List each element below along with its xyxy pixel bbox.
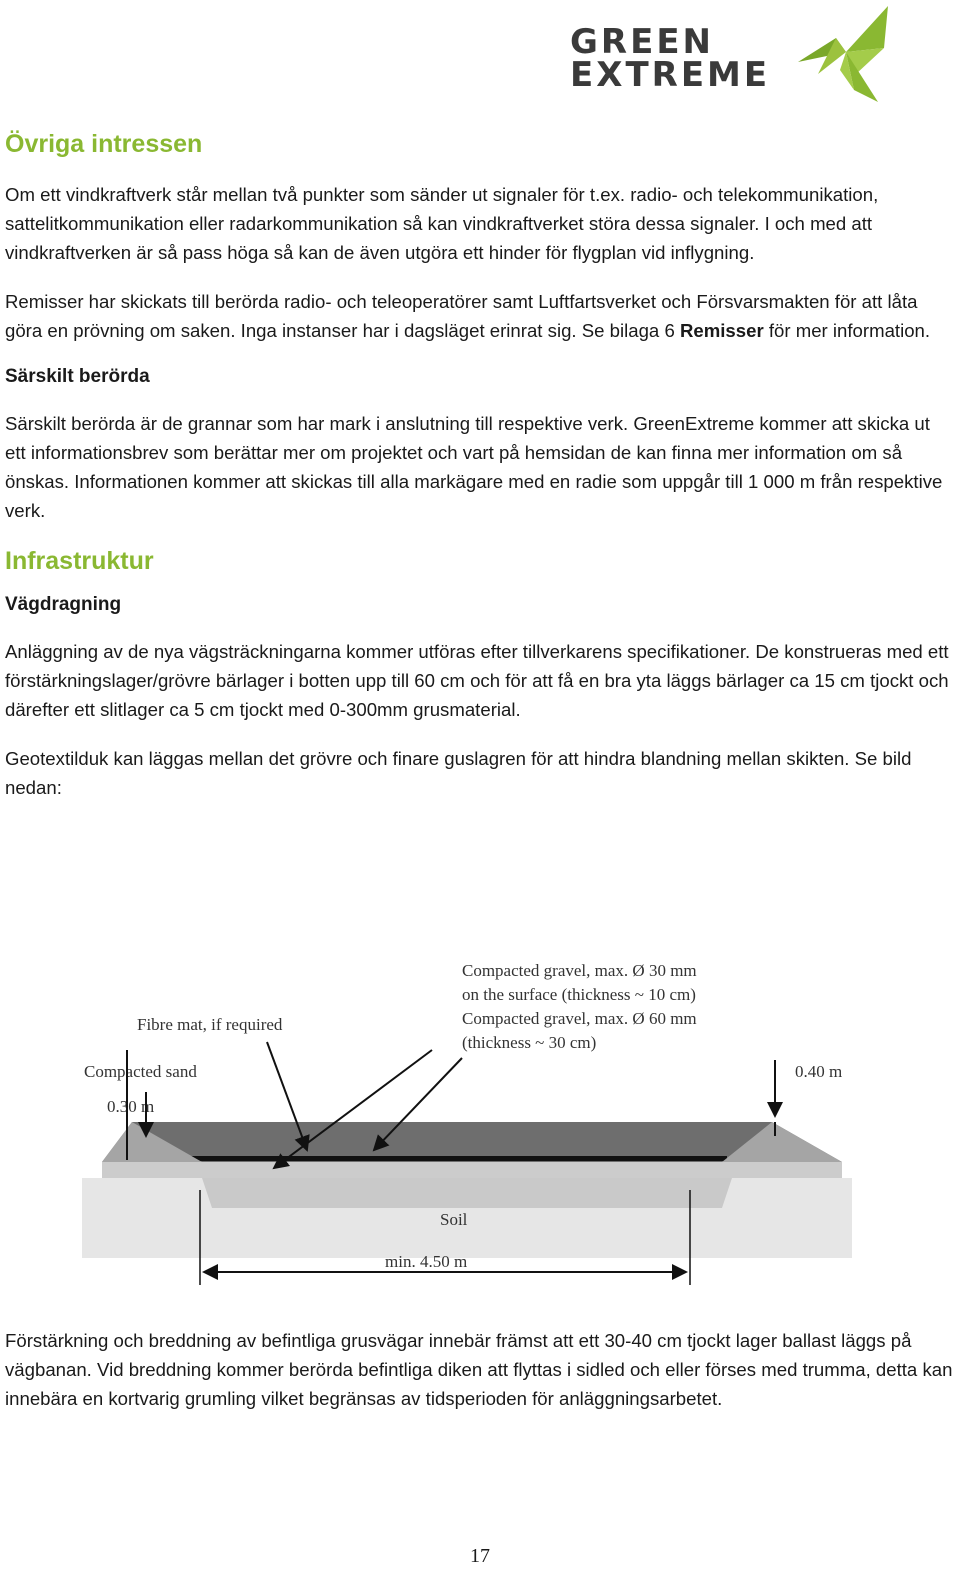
sand-layer — [202, 1178, 732, 1208]
bottom-content — [5, 1326, 955, 1413]
heading-infrastruktur: Infrastruktur — [5, 547, 154, 575]
greenextreme-logo — [570, 4, 900, 104]
heading-vagdragning: Vägdragning — [5, 594, 122, 615]
heading-ovriga-intressen: Övriga intressen — [5, 130, 203, 158]
wind-turbine-logo-icon — [788, 4, 898, 104]
label-compacted-gravel-60: Compacted gravel, max. Ø 60 mm — [462, 1009, 697, 1028]
label-thickness-30: (thickness ~ 30 cm) — [462, 1033, 597, 1052]
label-right-thickness: 0.40 m — [795, 1062, 843, 1081]
label-min-width: min. 4.50 m — [385, 1252, 468, 1271]
label-sand-thickness: 0.30 m — [107, 1097, 155, 1116]
paragraph-forstarkning: Förstärkning och breddning av befintliga grusvägar innebär främst att ett 30-40 cm tjockt lager ballast läggs på vägbanan. Vid breddning kommer berörda befintliga diken att flyttas i sidled och eller förses med trumma, detta kan innebära en kortvarig grumling vilket begränsas av tidsperioden för anläggningsarbetet. — [5, 1330, 953, 1409]
paragraph-signals: Om ett vindkraftverk står mellan två punkter som sänder ut signaler för t.ex. radio- och telekommunikation, sattelitkommunikation eller radarkommunikation så kan vindkraftverket störa dessa signaler. I och med att vindkraftverken är så pass höga så kan de även utgöra ett hinder för flygplan vid inflygning. — [5, 184, 879, 263]
page-number: 17 — [470, 1545, 490, 1567]
page-content — [5, 126, 955, 802]
paragraph-remisser: Remisser har skickats till berörda radio- och teleoperatörer samt Luftfartsverket och Försvarsmakten för att låta göra en prövning om saken. Inga instanser har i dagsläget erinrat sig. Se bilaga 6 Remisser för mer information. — [5, 291, 931, 341]
paragraph-geotextil: Geotextilduk kan läggas mellan det grövre och finare guslagren för att hindra blandning mellan skikten. Se bild nedan: — [5, 748, 912, 798]
fibre-mat-line — [157, 1156, 727, 1161]
label-soil: Soil — [440, 1210, 468, 1229]
label-surface-thickness: on the surface (thickness ~ 10 cm) — [462, 985, 696, 1004]
label-fibre-mat: Fibre mat, if required — [137, 1015, 283, 1034]
paragraph-anlaggning: Anläggning av de nya vägsträckningarna kommer utföras efter tillverkarens specifikationer. De konstrueras med ett förstärkningslager/grövre bärlager i botten upp till 60 cm och för att få en bra yta läggs bärlager ca 15 cm tjockt och därefter ett slitlager ca 5 cm tjockt med 0-300mm grusmaterial. — [5, 641, 949, 720]
logo-wordmark: GREEN EXTREME — [570, 22, 771, 95]
heading-sarskilt-berorda: Särskilt berörda — [5, 366, 150, 387]
paragraph-sarskilt: Särskilt berörda är de grannar som har mark i anslutning till respektive verk. GreenExtreme kommer att skicka ut ett informationsbrev som berättar mer om projektet och vart på hemsidan de kan finna mer information om så önskas. Informationen kommer att skickas till alla markägare med en radie som uppgår till 1 000 m från respektive verk. — [5, 413, 943, 521]
label-compacted-sand: Compacted sand — [84, 1062, 197, 1081]
remisser-bold: Remisser — [679, 320, 764, 341]
label-compacted-gravel-30: Compacted gravel, max. Ø 30 mm — [462, 961, 697, 980]
road-cross-section-figure — [82, 950, 852, 1285]
